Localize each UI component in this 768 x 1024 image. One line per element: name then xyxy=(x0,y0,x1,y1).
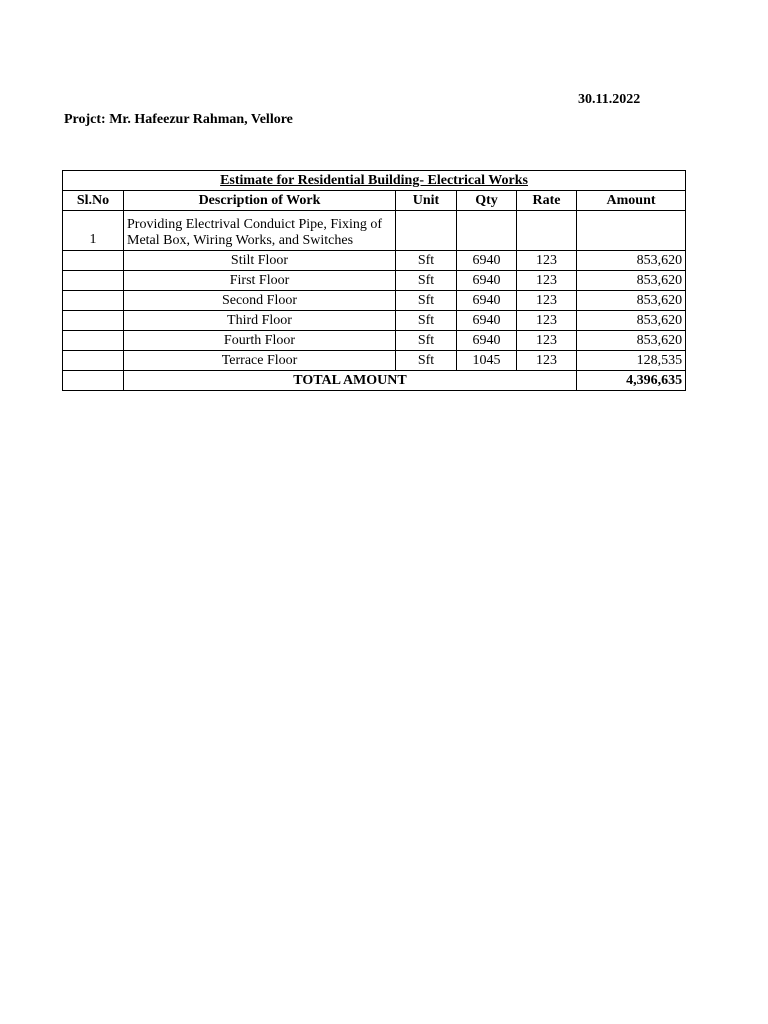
row-qty: 6940 xyxy=(457,331,517,351)
row-qty: 1045 xyxy=(457,351,517,371)
row-rate: 123 xyxy=(517,291,577,311)
empty-cell xyxy=(396,211,457,251)
total-amount: 4,396,635 xyxy=(577,371,686,391)
row-rate: 123 xyxy=(517,311,577,331)
table-row xyxy=(63,351,686,371)
header-description: Description of Work xyxy=(124,191,396,211)
document-date: 30.11.2022 xyxy=(578,92,641,107)
table-row xyxy=(63,311,686,331)
row-amount: 128,535 xyxy=(577,351,686,371)
row-rate: 123 xyxy=(517,251,577,271)
row-unit: Sft xyxy=(396,251,457,271)
empty-cell xyxy=(577,211,686,251)
empty-cell xyxy=(457,211,517,251)
header-unit: Unit xyxy=(396,191,457,211)
table-row xyxy=(63,271,686,291)
table-row xyxy=(63,291,686,311)
item-description-row xyxy=(63,211,686,251)
header-rate: Rate xyxy=(517,191,577,211)
row-unit: Sft xyxy=(396,331,457,351)
row-qty: 6940 xyxy=(457,251,517,271)
total-label: TOTAL AMOUNT xyxy=(124,371,577,391)
row-unit: Sft xyxy=(396,311,457,331)
item-sl-no: 1 xyxy=(63,211,124,251)
row-amount: 853,620 xyxy=(577,291,686,311)
item-description: Providing Electrival Conduict Pipe, Fixing of Metal Box, Wiring Works, and Switches xyxy=(124,211,396,251)
row-description: Third Floor xyxy=(124,311,396,331)
row-rate: 123 xyxy=(517,271,577,291)
row-description: Terrace Floor xyxy=(124,351,396,371)
empty-cell xyxy=(63,351,124,371)
table-row xyxy=(63,251,686,271)
row-amount: 853,620 xyxy=(577,271,686,291)
row-description: First Floor xyxy=(124,271,396,291)
empty-cell xyxy=(63,331,124,351)
row-unit: Sft xyxy=(396,351,457,371)
row-description: Fourth Floor xyxy=(124,331,396,351)
row-amount: 853,620 xyxy=(577,331,686,351)
estimate-table xyxy=(62,170,686,391)
header-qty: Qty xyxy=(457,191,517,211)
empty-cell xyxy=(63,311,124,331)
row-amount: 853,620 xyxy=(577,251,686,271)
row-qty: 6940 xyxy=(457,311,517,331)
table-title: Estimate for Residential Building- Electrical Works xyxy=(63,171,686,191)
row-unit: Sft xyxy=(396,291,457,311)
row-rate: 123 xyxy=(517,331,577,351)
empty-cell xyxy=(63,251,124,271)
empty-cell xyxy=(63,291,124,311)
empty-cell xyxy=(63,371,124,391)
row-qty: 6940 xyxy=(457,271,517,291)
row-unit: Sft xyxy=(396,271,457,291)
total-row xyxy=(63,371,686,391)
row-rate: 123 xyxy=(517,351,577,371)
row-amount: 853,620 xyxy=(577,311,686,331)
header-sl-no: Sl.No xyxy=(63,191,124,211)
row-description: Second Floor xyxy=(124,291,396,311)
empty-cell xyxy=(517,211,577,251)
header-amount: Amount xyxy=(577,191,686,211)
table-title-row xyxy=(63,171,686,191)
table-row xyxy=(63,331,686,351)
row-qty: 6940 xyxy=(457,291,517,311)
row-description: Stilt Floor xyxy=(124,251,396,271)
table-header-row xyxy=(63,191,686,211)
project-title: Projct: Mr. Hafeezur Rahman, Vellore xyxy=(64,112,293,127)
empty-cell xyxy=(63,271,124,291)
